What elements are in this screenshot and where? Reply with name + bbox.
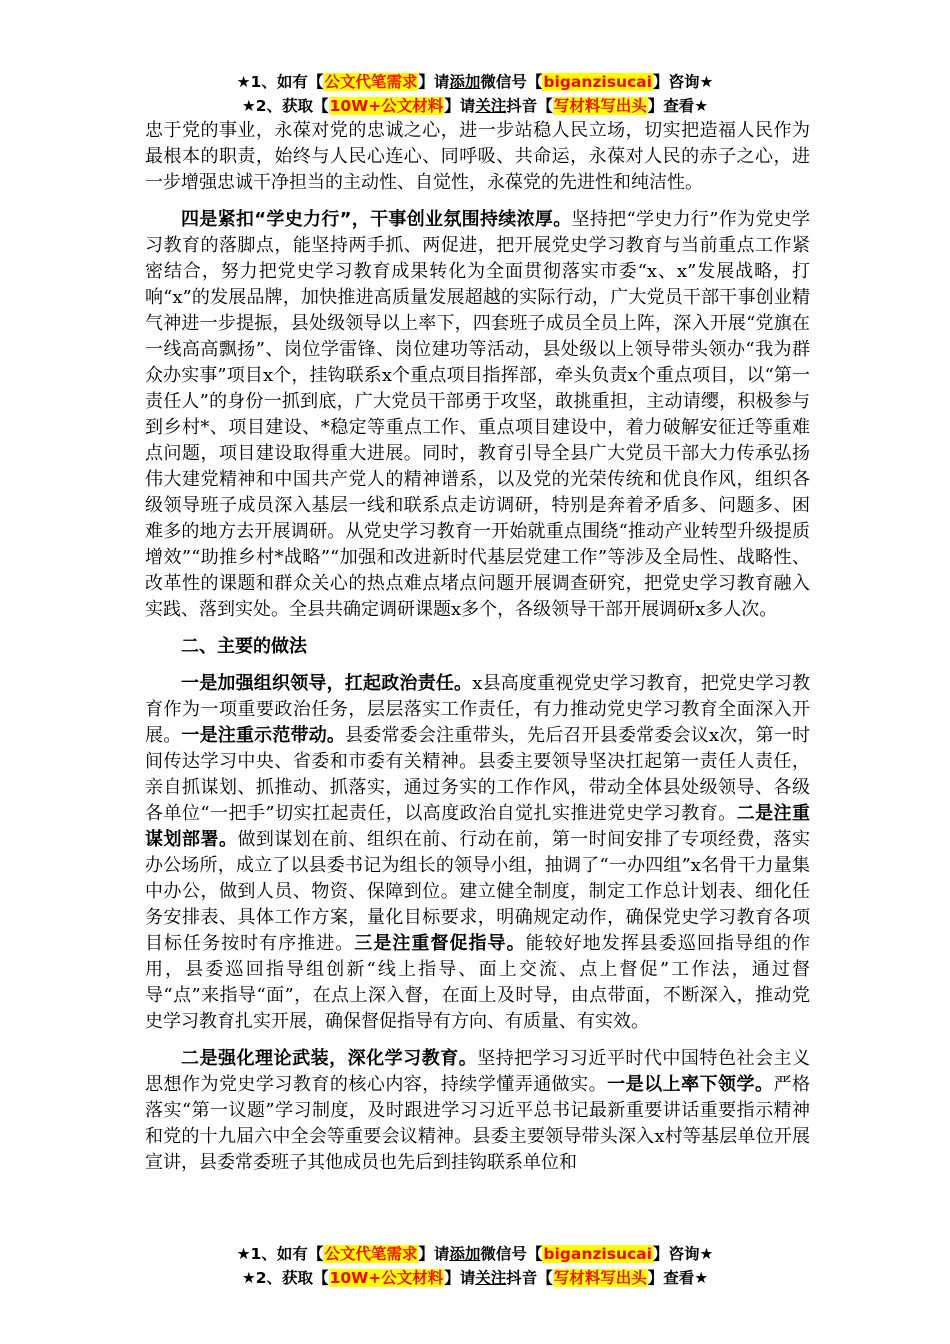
promo-text: 微信号【: [480, 1245, 543, 1263]
promo-text: 微信号【: [480, 73, 543, 91]
section-heading: 二、主要的做法: [181, 636, 307, 657]
promo-highlight: biganzisucai: [543, 1245, 652, 1263]
promo-highlight: 公文代笔需求: [324, 73, 418, 91]
promo-text: ★2、获取【: [241, 97, 329, 115]
promo-text: 】请: [444, 1269, 476, 1287]
promo-underline: 添加: [449, 73, 481, 91]
promo-text: 】查看★: [647, 1269, 709, 1287]
promo-highlight: 公文代笔需求: [324, 1245, 418, 1263]
promo-highlight: 写材料写出头: [553, 97, 647, 115]
promo-text: 】请: [418, 1245, 450, 1263]
promo-underline: 关注: [475, 97, 507, 115]
promo-highlight: 写材料写出头: [553, 1269, 647, 1287]
paragraph-lead: 二是注重谋划部署。: [145, 803, 811, 850]
promo-text: 】咨询★: [652, 73, 714, 91]
paragraph-text: 严格落实“第一议题”学习制度，及时跟进学习习近平总书记最新重要讲话重要指示精神和党的十九届六中全会等重要会议精神。县委主要领导带头深入x村等基层单位开展宣讲，县委常委班子其他成员也先后到挂钩联系单位和: [145, 1074, 811, 1173]
document-body: [145, 118, 810, 1187]
promo-text: 】咨询★: [652, 1245, 714, 1263]
paragraph: [145, 207, 810, 623]
paragraph-lead: 二是强化理论武装，深化学习教育。: [181, 1048, 478, 1069]
promo-text: 】请: [444, 97, 476, 115]
promo-line-2: [0, 1266, 950, 1290]
promo-highlight: 10W+公文材料: [329, 97, 444, 115]
paragraph-lead: 三是注重督促指导。: [354, 933, 526, 954]
promo-banner-bottom: [0, 1242, 950, 1290]
promo-highlight: biganzisucai: [543, 73, 652, 91]
paragraph-lead: 一是注重示范带动。: [181, 725, 346, 746]
promo-line-1: [0, 1242, 950, 1266]
paragraph: [145, 1046, 810, 1176]
paragraph-text: 做到谋划在前、组织在前、行动在前，第一时间安排了专项经费，落实办公场所，成立了以县委书记为组长的领导小组，抽调了“一办四组”x名骨干力量集中办公，做到人员、物资、保障到位。建立健全制度，制定工作总计划表、细化任务安排表、具体工作方案，量化目标要求，明确规定动作，确保党史学习教育各项目标任务按时有序推进。: [145, 829, 811, 954]
paragraph: 忠于党的事业，永葆对党的忠诚之心，进一步站稳人民立场，切实把造福人民作为最根本的职责，始终与人民心连心、同呼吸、共命运，永葆对人民的赤子之心，进一步增强忠诚干净担当的主动性、自觉性，永葆党的先进性和纯洁性。: [145, 120, 810, 193]
promo-underline: 添加: [449, 1245, 481, 1263]
paragraph-lead: 一是加强组织领导，扛起政治责任。: [181, 673, 473, 694]
promo-text: 】查看★: [647, 97, 709, 115]
promo-line-1: [0, 70, 950, 94]
paragraph-text: 能较好地发挥县委巡回指导组的作用，县委巡回指导组创新“线上指导、面上交流、点上督促”工作法，通过督导“点”来指导“面”，在点上深入督，在面上及时导，由点带面，不断深入，推动党史学习教育扎实开展，确保督促指导有方向、有质量、有实效。: [145, 933, 811, 1032]
paragraph-text: x县高度重视党史学习教育，把党史学习教育作为一项重要政治任务，层层落实工作责任，有力推动党史学习教育全面深入开展。: [145, 673, 810, 746]
promo-text: ★2、获取【: [241, 1269, 329, 1287]
paragraph-text: 坚持把学习习近平时代中国特色社会主义思想作为党史学习教育的核心内容，持续学懂弄通做实。: [145, 1048, 811, 1095]
promo-text: ★1、如有【: [236, 1245, 324, 1263]
paragraph-text: 坚持把“学史力行”作为党史学习教育的落脚点，能坚持两手抓、两促进，把开展党史学习教育与当前重点工作紧密结合，努力把党史学习教育成果转化为全面贯彻落实市委“x、x”发展战略，打响“x”的发展品牌，加快推进高质量发展超越的实际行动，广大党员干部干事创业精气神进一步提振，县处级领导以上率下，四套班子成员全员上阵，深入开展“党旗在一线高高飘扬”、岗位学雷锋、岗位建功等活动，县处级以上领导带头领办“我为群众办实事”项目x个，挂钩联系x个重点项目指挥部，牵头负责x个重点项目，以“第一责任人”的身份一抓到底，广大党员干部勇于攻坚，敢挑重担，主动请缨，积极参与到乡村*、项目建设、*稳定等重点工作、重点项目建设中，着力破解安征迁等重难点问题，项目建设取得重大进展。同时，教育引导全县广大党员干部大力传承弘扬伟大建党精神和中国共产党人的精神谱系，以及党的光荣传统和优良作风，组织各级领导班子成员深入基层一线和联系点走访调研，特别是奔着矛盾多、问题多、困难多的地方去开展调研。从党史学习教育一开始就重点围绕“推动产业转型升级提质增效”“助推乡村*战略”“加强和改进新时代基层党建工作”等涉及全局性、战略性、改革性的课题和群众关心的热点难点堵点问题开展调查研究，把党史学习教育融入实践、落到实处。全县共确定调研课题x多个，各级领导干部开展调研x多人次。: [145, 209, 810, 620]
promo-text: 抖音【: [506, 1269, 553, 1287]
paragraph-lead: 一是以上率下领学。: [607, 1074, 774, 1095]
paragraph: [145, 671, 810, 1035]
paragraph-lead: 四是紧扣“学史力行”，干事创业氛围持续浓厚。: [181, 209, 572, 230]
promo-line-2: [0, 94, 950, 118]
promo-underline: 关注: [475, 1269, 507, 1287]
paragraph-text: 县委常委会注重带头，先后召开县委常委会议x次，第一时间传达学习中央、省委和市委有关精神。县委主要领导坚决扛起第一责任人责任，亲自抓谋划、抓推动、抓落实，通过务实的工作作风，带动全体县处级领导、各级各单位“一把手”切实扛起责任，以高度政治自觉扎实推进党史学习教育。: [145, 725, 811, 824]
promo-banner-top: [0, 70, 950, 118]
promo-highlight: 10W+公文材料: [329, 1269, 444, 1287]
promo-text: 抖音【: [506, 97, 553, 115]
promo-text: 】请: [418, 73, 450, 91]
promo-text: ★1、如有【: [236, 73, 324, 91]
